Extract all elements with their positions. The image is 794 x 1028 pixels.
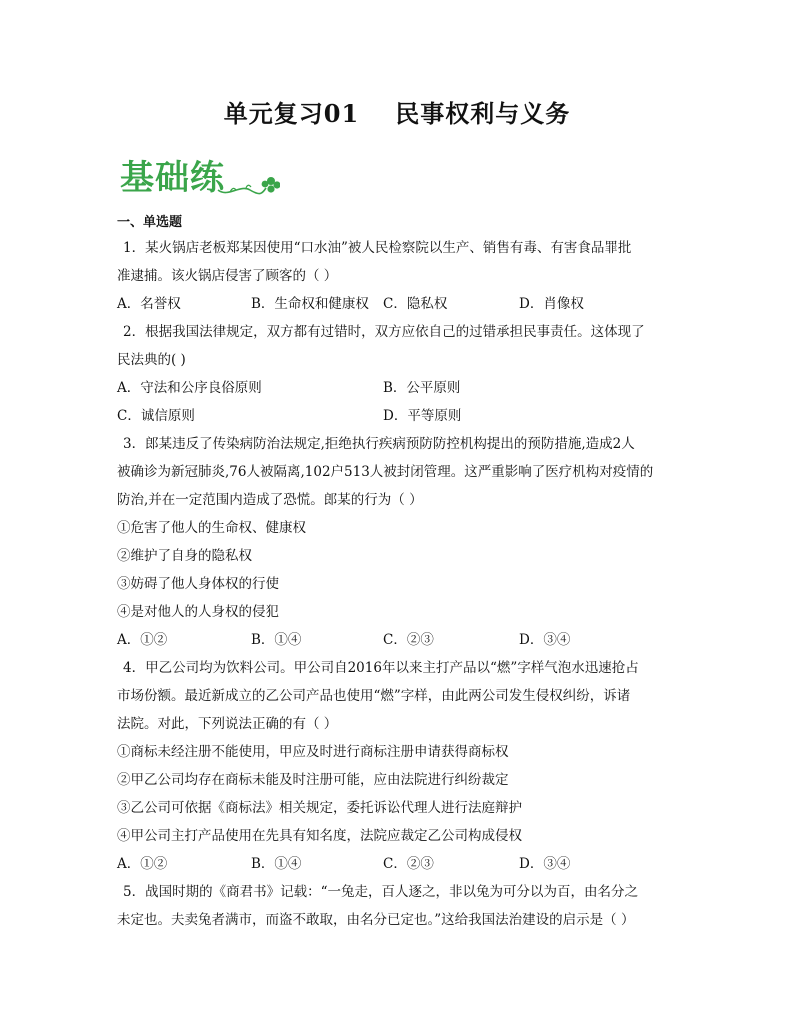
page-title xyxy=(0,94,794,129)
options-row xyxy=(117,850,683,878)
option-d: D．肖像权 xyxy=(519,296,584,312)
question-text: 民法典的( ) xyxy=(117,352,186,368)
option-c: C．②③ xyxy=(383,632,434,648)
option-a: A．①② xyxy=(117,632,168,648)
option-d: D．③④ xyxy=(519,856,571,872)
option-b: B．生命权和健康权 xyxy=(251,296,369,312)
statement-2: ②维护了自身的隐私权 xyxy=(117,548,252,564)
option-b: B．①④ xyxy=(251,856,302,872)
options-row xyxy=(117,626,683,654)
badge-label: 基础练 xyxy=(120,158,225,198)
options-row xyxy=(117,290,683,318)
option-d: D．平等原则 xyxy=(383,408,462,424)
question-text: 市场份额。最近新成立的乙公司产品也使用“燃”字样，由此两公司发生侵权纠纷，诉诸 xyxy=(117,688,631,704)
question-text: 防治,并在一定范围内造成了恐慌。郎某的行为（ ） xyxy=(117,492,423,508)
question-text: 3．郎某违反了传染病防治法规定,拒绝执行疾病预防防控机构提出的预防措施,造成2人 xyxy=(123,436,635,452)
basic-practice-badge xyxy=(120,150,280,200)
option-a: A．守法和公序良俗原则 xyxy=(117,380,262,396)
title-topic: 民事权利与义务 xyxy=(395,99,571,128)
option-b: B．①④ xyxy=(251,632,302,648)
option-d: D．③④ xyxy=(519,632,571,648)
section-heading: 一、单选题 xyxy=(117,215,183,230)
question-text: 2．根据我国法律规定，双方都有过错时，双方应依自己的过错承担民事责任。这体现了 xyxy=(123,324,645,340)
question-text: 被确诊为新冠肺炎,76人被隔离,102户513人被封闭管理。这严重影响了医疗机构对疫情的 xyxy=(117,464,654,480)
question-2 xyxy=(117,318,683,430)
question-3 xyxy=(117,430,683,654)
statement-2: ②甲乙公司均存在商标未能及时注册可能，应由法院进行纠纷裁定 xyxy=(117,772,509,788)
statement-1: ①危害了他人的生命权、健康权 xyxy=(117,520,306,536)
question-text: 准逮捕。该火锅店侵害了顾客的（ ） xyxy=(117,268,338,284)
statement-1: ①商标未经注册不能使用，甲应及时进行商标注册申请获得商标权 xyxy=(117,744,509,760)
statement-4: ④是对他人的人身权的侵犯 xyxy=(117,604,279,620)
question-text: 未定也。夫卖兔者满市，而盗不敢取，由名分已定也。”这给我国法治建设的启示是（ ） xyxy=(117,912,635,928)
option-a: A．名誉权 xyxy=(117,296,181,312)
option-c: C．②③ xyxy=(383,856,434,872)
options-row xyxy=(117,374,683,402)
statement-4: ④甲公司主打产品使用在先具有知名度，法院应裁定乙公司构成侵权 xyxy=(117,828,522,844)
question-1 xyxy=(117,234,683,318)
option-b: B．公平原则 xyxy=(383,380,461,396)
statement-3: ③乙公司可依据《商标法》相关规定，委托诉讼代理人进行法庭辩护 xyxy=(117,800,522,816)
title-unit: 单元复习01 xyxy=(223,99,360,128)
question-text: 1．某火锅店老板郑某因使用“口水油”被人民检察院以生产、销售有毒、有害食品罪批 xyxy=(123,240,632,256)
question-text: 4．甲乙公司均为饮料公司。甲公司自2016年以来主打产品以“燃”字样气泡水迅速抢占 xyxy=(123,660,639,676)
question-list xyxy=(117,214,683,934)
option-c: C．隐私权 xyxy=(383,296,448,312)
question-text: 5．战国时期的《商君书》记载：“一兔走，百人逐之，非以兔为可分以为百，由名分之 xyxy=(123,884,638,900)
question-5 xyxy=(117,878,683,934)
option-c: C．诚信原则 xyxy=(117,408,195,424)
question-text: 法院。对此，下列说法正确的有（ ） xyxy=(117,716,338,732)
question-4 xyxy=(117,654,683,878)
options-row xyxy=(117,402,683,430)
statement-3: ③妨碍了他人身体权的行使 xyxy=(117,576,279,592)
option-a: A．①② xyxy=(117,856,168,872)
clover-vine-icon xyxy=(216,172,280,198)
